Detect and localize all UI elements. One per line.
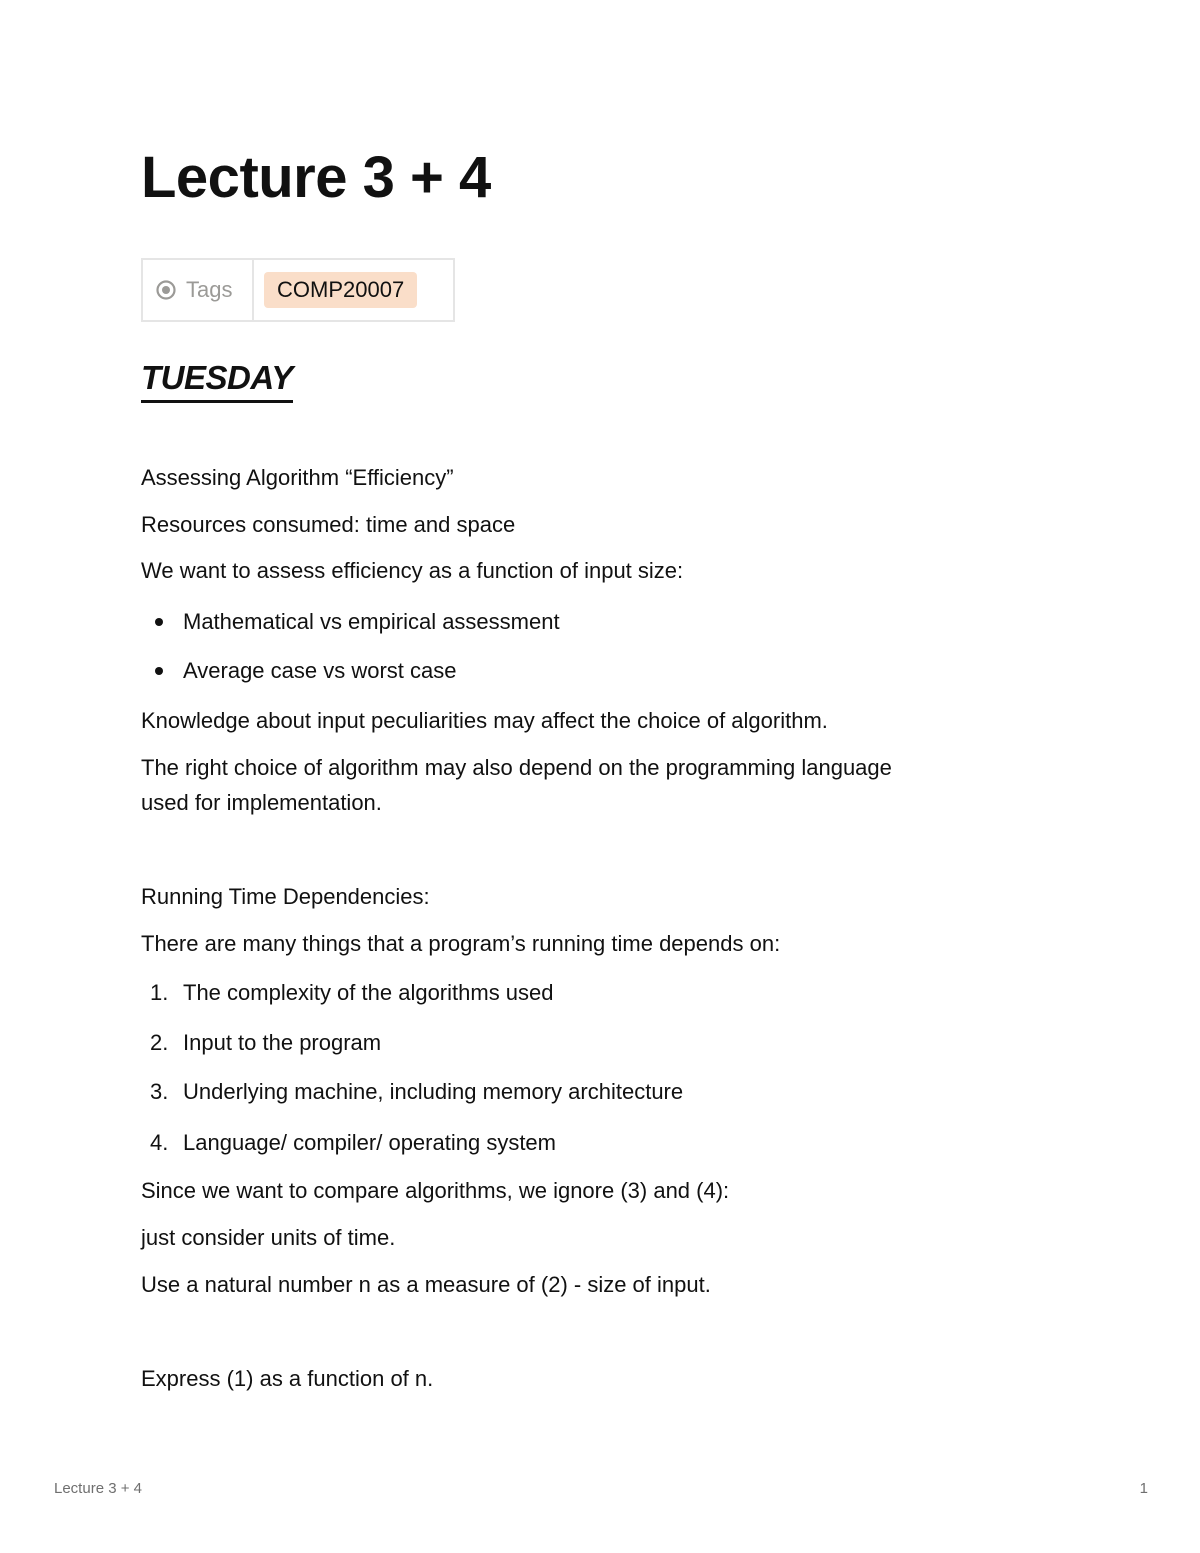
item-number: 2. [150, 1030, 169, 1055]
item-number: 4. [150, 1130, 169, 1155]
paragraph-efficiency: Assessing Algorithm “Efficiency” [141, 465, 454, 490]
list-item-text: Average case vs worst case [183, 658, 457, 683]
bullet-marker [155, 667, 163, 675]
list-item-text: Mathematical vs empirical assessment [183, 609, 560, 634]
paragraph-right-choice-line1: The right choice of algorithm may also depend on the programming language [141, 755, 892, 780]
paragraph-knowledge: Knowledge about input peculiarities may affect the choice of algorithm. [141, 708, 828, 733]
tags-property [143, 260, 254, 320]
numbered-item-text: The complexity of the algorithms used [183, 980, 554, 1005]
page-title: Lecture 3 + 4 [141, 145, 491, 210]
numbered-item-text: Language/ compiler/ operating system [183, 1130, 556, 1155]
paragraph-resources: Resources consumed: time and space [141, 512, 516, 537]
item-number: 1. [150, 980, 169, 1005]
tag-icon [156, 280, 176, 300]
paragraph-units-of-time: just consider units of time. [141, 1225, 396, 1250]
item-number: 3. [150, 1079, 169, 1104]
paragraph-express: Express (1) as a function of n. [141, 1366, 434, 1391]
paragraph-running-time: Running Time Dependencies: [141, 884, 430, 909]
paragraph-many-things: There are many things that a program’s running time depends on: [141, 931, 781, 956]
properties-table [141, 258, 455, 322]
numbered-item-text: Underlying machine, including memory architecture [183, 1079, 684, 1104]
footer-page-number: 1 [1139, 1480, 1148, 1497]
paragraph-right-choice-line2: used for implementation. [141, 790, 382, 815]
paragraph-natural-number: Use a natural number n as a measure of (2) - size of input. [141, 1272, 711, 1297]
numbered-item-text: Input to the program [183, 1030, 382, 1055]
tags-value-cell[interactable] [254, 260, 453, 320]
tags-label: Tags [186, 277, 233, 302]
tag-comp20007[interactable]: COMP20007 [264, 272, 417, 308]
footer-document-title: Lecture 3 + 4 [54, 1480, 142, 1497]
paragraph-input-size: We want to assess efficiency as a function of input size: [141, 558, 684, 583]
section-heading-tuesday: TUESDAY [141, 358, 293, 403]
bullet-marker [155, 618, 163, 626]
paragraph-compare: Since we want to compare algorithms, we ignore (3) and (4): [141, 1178, 730, 1203]
